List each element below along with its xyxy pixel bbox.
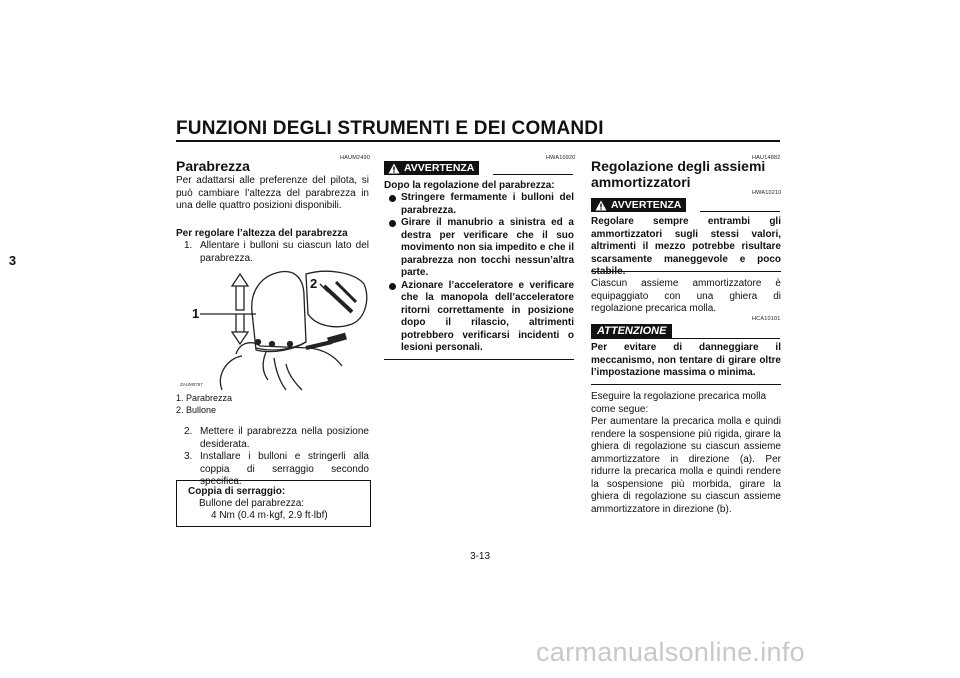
bullet-dot — [389, 283, 396, 290]
warning-badge — [384, 161, 479, 175]
front-body — [220, 356, 242, 390]
warning-code: HWA10920 — [546, 155, 576, 161]
torque-value: 4 Nm (0.4 m·kgf, 2.9 ft·lbf) — [211, 510, 328, 521]
step-number: 3. — [184, 451, 193, 462]
bullet-text: Azionare l’acceleratore e verificare che la manopola dell’acceleratore ritorni correttamente in posizione dopo il rilascio, altrimenti potrebbero verificarsi incidenti o lesioni personali. — [401, 279, 574, 353]
paragraph: Per aumentare la precarica molla e quindi rendere la sospensione più rigida, girare la ghiera di regolazione su ciascun assieme ammortizzatore in direzione (a). Per ridurre la precarica molla e quindi rendere la sospensione più morbida, girare la ghiera di regolazione su ciascun assieme ammortizzatore in direzione (b). — [591, 416, 781, 515]
mirror-stem — [263, 352, 268, 380]
section-code: HAU14882 — [752, 155, 781, 161]
callout-2: 2 — [310, 276, 318, 291]
step-number: 2. — [184, 426, 193, 437]
arrow-down — [232, 332, 248, 344]
fork-line — [286, 364, 302, 390]
torque-spec-box — [176, 480, 371, 527]
callout-1: 1 — [192, 306, 200, 321]
handlebar-grip — [328, 336, 346, 341]
warning-end-rule — [384, 359, 574, 360]
windshield-figure — [176, 262, 376, 392]
warning-lead: Dopo la regolazione del parabrezza: — [384, 180, 555, 191]
caution-text: Per evitare di danneggiare il meccanismo, non tentare di girare oltre l’impostazione massima o minima. — [591, 342, 781, 378]
watermark: carmanualsonline.info — [536, 637, 805, 667]
warning-code: HWA10210 — [752, 190, 782, 196]
warning-bullets — [384, 192, 574, 355]
paragraph: Eseguire la regolazione precarica molla come segue: — [591, 391, 767, 415]
section-heading: Parabrezza — [176, 158, 250, 174]
step-item — [176, 426, 369, 451]
bullet-text: Girare il manubrio a sinistra ed a destra per verificare che il suo movimento non sia impedito e che il parabrezza non tocchi nessun’altra parte. — [401, 217, 574, 278]
caution-code: HCA10101 — [752, 316, 781, 322]
arrow-up — [232, 274, 248, 286]
page-number: 3-13 — [469, 551, 490, 562]
warning-badge-label: AVVERTENZA — [404, 162, 475, 174]
step-text: Mettere il parabrezza nella posizione desiderata. — [200, 426, 369, 450]
figure-code: ZAUM0797 — [180, 382, 203, 387]
caption-2: 2. Bullone — [176, 405, 217, 415]
torque-title: Coppia di serraggio: — [188, 486, 286, 497]
step-text: Allentare i bulloni su ciascun lato del parabrezza. — [200, 240, 369, 264]
panel-line — [274, 358, 286, 390]
section-code: HAUM2490 — [340, 155, 371, 161]
arrow-up-shaft — [236, 286, 244, 310]
bullet-dot — [389, 220, 396, 227]
warning-end-rule — [591, 271, 781, 272]
bolt-hole — [256, 340, 261, 345]
caution-badge: ATTENZIONE — [591, 324, 672, 339]
chapter-tab: 3 — [0, 246, 25, 274]
warning-text: Regolare sempre entrambi gli ammortizzatori sugli stessi valori, altrimenti il mezzo potrebbe risultare scarsamente maneggevole e poco — [591, 216, 781, 265]
arrow-down-shaft — [236, 314, 244, 332]
step-text: Installare i bulloni e stringerli alla coppia di serraggio secondo specifica. — [200, 451, 369, 487]
header-rule — [176, 140, 780, 142]
warning-badge-label: AVVERTENZA — [611, 199, 682, 211]
detail-bolt — [324, 286, 352, 312]
caution-rule — [672, 338, 780, 339]
warning-bullet — [384, 192, 574, 217]
procedure-subheading: Per regolare l’altezza del parabrezza — [176, 228, 348, 239]
bolt-hole — [270, 342, 275, 347]
warning-bullet — [384, 280, 574, 355]
intro-paragraph: Per adattarsi alle preferenze del pilota, si può cambiare l’altezza del parabrezza in una delle quattro posizioni disponibili. — [176, 175, 369, 211]
handlebar — [306, 342, 332, 348]
warning-badge — [591, 198, 686, 212]
warning-bullet — [384, 217, 574, 280]
caption-1: 1. Parabrezza — [176, 393, 233, 403]
torque-item: Bullone del parabrezza: — [199, 498, 305, 509]
section-heading: Regolazione degli assiemi ammortizzatori — [591, 158, 766, 190]
bullet-text: Stringere fermamente i bulloni del parabrezza. — [401, 192, 574, 216]
warning-icon — [595, 200, 607, 211]
warning-rule — [700, 211, 780, 212]
step-number: 1. — [184, 240, 193, 251]
page-title: FUNZIONI DEGLI STRUMENTI E DEI COMANDI — [176, 118, 604, 139]
bullet-dot — [389, 195, 396, 202]
warning-rule — [493, 174, 573, 175]
caution-end-rule — [591, 384, 781, 385]
warning-icon — [388, 163, 400, 174]
bolt-hole — [288, 342, 293, 347]
paragraph: Ciascun assieme ammortizzatore è equipaggiato con una ghiera di regolazione precarica molla. — [591, 278, 781, 314]
